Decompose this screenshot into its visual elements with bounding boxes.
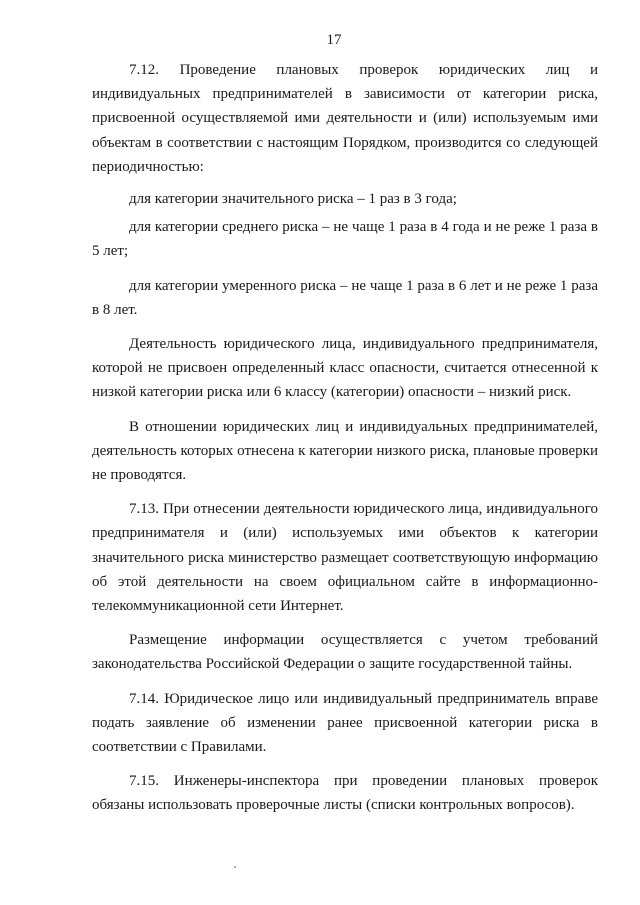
page-number: 17 [326,32,342,48]
document-body [92,58,598,818]
list-item-significant-risk: для категории значительного риска – 1 раз в 3 года; [129,191,457,208]
paragraph-7-14: 7.14. Юридическое лицо или индивидуальный предприниматель вправе подать заявление об изменении ранее присвоенной категории риска в соответствии с Правилами. [92,690,598,756]
paragraph-state-secret: Размещение информации осуществляется с учетом требований законодательства Российской Федерации о защите государственной тайны. [92,632,598,673]
scan-speck [234,866,236,868]
list-item-moderate-risk: для категории умеренного риска – не чаще 1 раза в 6 лет и не реже 1 раза в 8 лет. [92,277,598,318]
paragraph-7-13: 7.13. При отнесении деятельности юридического лица, индивидуального предпринимателя и (или) используемых ими объектов к категории значительного риска министерство размещает соответствующую информацию об этой деятельности на своем официальном сайте в информационно-телекоммуникационной сети Интернет. [92,501,598,615]
paragraph-7-12: 7.12. Проведение плановых проверок юридических лиц и индивидуальных предпринимателей в зависимости от категории риска, присвоенной осуществляемой ими деятельности и (или) используемым ими объектам в соответствии с настоящим Порядком, производится со следующей периодичностью: [92,62,598,175]
paragraph-low-risk-no-inspections: В отношении юридических лиц и индивидуальных предпринимателей, деятельность которых отнесена к категории низкого риска, плановые проверки не проводятся. [92,418,598,484]
paragraph-7-15: 7.15. Инженеры-инспектора при проведении плановых проверок обязаны использовать проверочные листы (списки контрольных вопросов). [92,773,598,814]
paragraph-low-risk-default: Деятельность юридического лица, индивидуального предпринимателя, которой не присвоен определенный класс опасности, считается отнесенной к низкой категории риска или 6 классу (категории) опасности – низкий риск. [92,336,598,401]
list-item-medium-risk: для категории среднего риска – не чаще 1 раза в 4 года и не реже 1 раза в 5 лет; [92,219,598,260]
